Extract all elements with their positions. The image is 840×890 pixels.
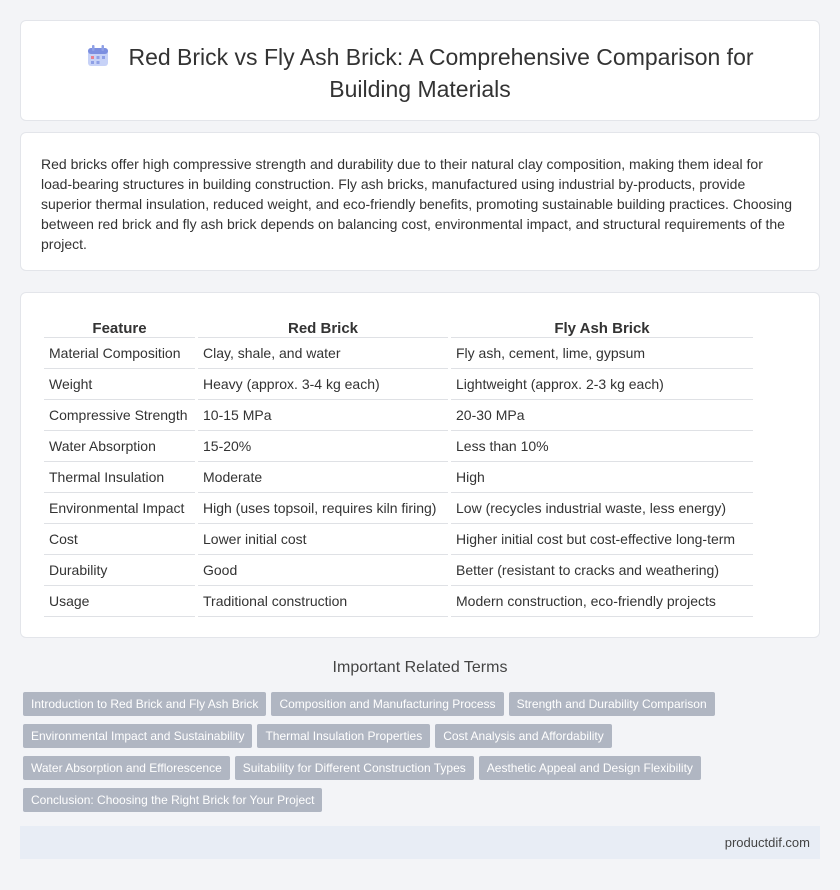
table-row — [44, 337, 753, 368]
table-row — [44, 492, 753, 523]
cell-feature: Material Composition — [44, 337, 195, 368]
cell-red-brick: 15-20% — [198, 430, 448, 461]
cell-fly-ash-brick: Higher initial cost but cost-effective long-term — [451, 523, 753, 554]
cell-feature: Environmental Impact — [44, 492, 195, 523]
header-feature: Feature — [44, 313, 195, 337]
table-row — [44, 368, 753, 399]
related-tag[interactable]: Composition and Manufacturing Process — [271, 692, 503, 716]
header-red-brick: Red Brick — [198, 313, 448, 337]
page-title-row — [21, 43, 819, 104]
table-row — [44, 523, 753, 554]
cell-fly-ash-brick: Lightweight (approx. 2-3 kg each) — [451, 368, 753, 399]
calendar-icon — [86, 44, 110, 75]
cell-red-brick: Moderate — [198, 461, 448, 492]
cell-fly-ash-brick: High — [451, 461, 753, 492]
cell-feature: Thermal Insulation — [44, 461, 195, 492]
table-header-row — [44, 313, 753, 337]
cell-feature: Usage — [44, 585, 195, 616]
cell-fly-ash-brick: 20-30 MPa — [451, 399, 753, 430]
related-tag[interactable]: Introduction to Red Brick and Fly Ash Brick — [23, 692, 266, 716]
cell-fly-ash-brick: Fly ash, cement, lime, gypsum — [451, 337, 753, 368]
footer — [20, 826, 820, 859]
related-tag[interactable]: Thermal Insulation Properties — [257, 724, 430, 748]
summary-card — [20, 132, 820, 271]
title-card — [20, 20, 820, 121]
related-terms-list — [23, 692, 823, 820]
related-tag[interactable]: Environmental Impact and Sustainability — [23, 724, 252, 748]
related-tag[interactable]: Suitability for Different Construction Types — [235, 756, 474, 780]
cell-feature: Durability — [44, 554, 195, 585]
cell-red-brick: Heavy (approx. 3-4 kg each) — [198, 368, 448, 399]
footer-site-link[interactable]: productdif.com — [724, 835, 810, 850]
cell-feature: Weight — [44, 368, 195, 399]
cell-fly-ash-brick: Less than 10% — [451, 430, 753, 461]
cell-fly-ash-brick: Better (resistant to cracks and weathering) — [451, 554, 753, 585]
related-terms-heading: Important Related Terms — [332, 659, 508, 676]
cell-red-brick: Clay, shale, and water — [198, 337, 448, 368]
related-tag[interactable]: Conclusion: Choosing the Right Brick for Your Project — [23, 788, 322, 812]
cell-feature: Compressive Strength — [44, 399, 195, 430]
comparison-table — [44, 313, 753, 617]
related-tag[interactable]: Aesthetic Appeal and Design Flexibility — [479, 756, 701, 780]
comparison-table-card — [20, 292, 820, 638]
cell-red-brick: High (uses topsoil, requires kiln firing) — [198, 492, 448, 523]
related-tag[interactable]: Strength and Durability Comparison — [509, 692, 715, 716]
cell-fly-ash-brick: Modern construction, eco-friendly projects — [451, 585, 753, 616]
cell-red-brick: Traditional construction — [198, 585, 448, 616]
page-title: Red Brick vs Fly Ash Brick: A Comprehensive Comparison for Building Materials — [128, 44, 754, 102]
cell-fly-ash-brick: Low (recycles industrial waste, less energy) — [451, 492, 753, 523]
cell-feature: Water Absorption — [44, 430, 195, 461]
table-row — [44, 461, 753, 492]
related-tag[interactable]: Cost Analysis and Affordability — [435, 724, 612, 748]
related-tag[interactable]: Water Absorption and Efflorescence — [23, 756, 230, 780]
table-row — [44, 585, 753, 616]
table-row — [44, 554, 753, 585]
table-row — [44, 430, 753, 461]
cell-red-brick: 10-15 MPa — [198, 399, 448, 430]
table-row — [44, 399, 753, 430]
cell-red-brick: Lower initial cost — [198, 523, 448, 554]
cell-feature: Cost — [44, 523, 195, 554]
summary-text: Red bricks offer high compressive strength and durability due to their natural clay composition, making them ideal for load-bearing structures in building construction. Fly ash bricks, manufactured using industrial by-products, provide superior thermal insulation, reduced weight, and eco-friendly benefits, promoting sustainable building practices. Choosing between red brick and fly ash brick depends on balancing cost, environmental impact, and structural requirements of the project. — [41, 156, 792, 252]
header-fly-ash-brick: Fly Ash Brick — [451, 313, 753, 337]
cell-red-brick: Good — [198, 554, 448, 585]
